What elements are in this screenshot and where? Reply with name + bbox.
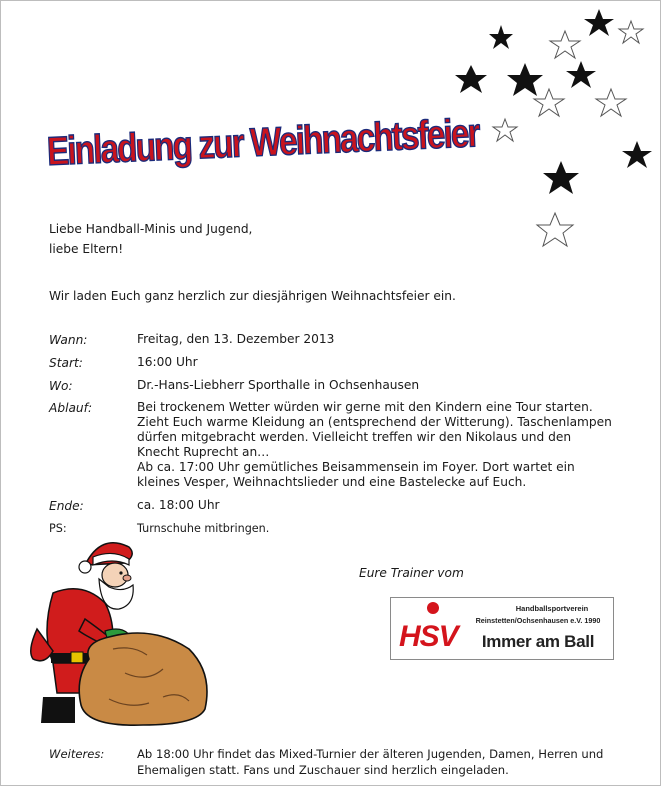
weiteres-text bbox=[137, 746, 637, 778]
ps-value: Turnschuhe mitbringen. bbox=[137, 522, 270, 535]
ablauf-label: Ablauf: bbox=[49, 401, 93, 415]
santa-illustration bbox=[13, 533, 213, 733]
club-name: Handballsportverein bbox=[515, 604, 589, 613]
wann-label: Wann: bbox=[49, 333, 88, 347]
title-text: Einladung zur Weihnachtsfeier bbox=[46, 107, 568, 174]
ablauf-line: Knecht Ruprecht an… bbox=[137, 445, 270, 459]
greeting-line2: liebe Eltern! bbox=[49, 242, 124, 256]
wann-value: Freitag, den 13. Dezember 2013 bbox=[137, 332, 335, 346]
ende-label: Ende: bbox=[49, 499, 84, 513]
wo-value: Dr.-Hans-Liebherr Sporthalle in Ochsenhausen bbox=[137, 378, 420, 392]
stars-decoration bbox=[441, 1, 661, 261]
club-place: Reinstetten/Ochsenhausen e.V. 1990 bbox=[475, 616, 601, 625]
intro-text: Wir laden Euch ganz herzlich zur diesjährigen Weihnachtsfeier ein. bbox=[49, 289, 456, 303]
signature: Eure Trainer vom bbox=[359, 566, 464, 580]
ablauf-line: Zieht Euch warme Kleidung an (entsprechend der Witterung). Taschenlampen bbox=[137, 415, 612, 429]
ablauf-line: Ab ca. 17:00 Uhr gemütliches Beisammensein im Foyer. Dort wartet ein bbox=[137, 460, 575, 474]
ps-label: PS: bbox=[49, 522, 67, 535]
weiteres-label: Weiteres: bbox=[49, 747, 105, 761]
greeting bbox=[49, 221, 252, 257]
weiteres-line: Ehemaligen statt. Fans und Zuschauer sind herzlich eingeladen. bbox=[137, 763, 509, 777]
weiteres-line: Ab 18:00 Uhr findet das Mixed-Turnier der älteren Jugenden, Damen, Herren und bbox=[137, 747, 604, 761]
logo-mark: HSV bbox=[399, 620, 458, 653]
wo-label: Wo: bbox=[49, 379, 73, 393]
club-slogan: Immer am Ball bbox=[481, 632, 595, 651]
ende-value: ca. 18:00 Uhr bbox=[137, 498, 220, 512]
santa-icon bbox=[31, 543, 207, 725]
ablauf-line: Bei trockenem Wetter würden wir gerne mit den Kindern eine Tour starten. bbox=[137, 400, 593, 414]
star-outline-icon bbox=[493, 21, 643, 246]
ablauf-line: kleines Vesper, Weihnachtslieder und eine Bastelecke auf Euch. bbox=[137, 475, 527, 489]
start-label: Start: bbox=[49, 356, 83, 370]
club-logo bbox=[390, 597, 614, 660]
start-value: 16:00 Uhr bbox=[137, 355, 198, 369]
page-title bbox=[45, 98, 568, 187]
greeting-line1: Liebe Handball-Minis und Jugend, bbox=[49, 222, 253, 236]
ablauf-line: dürfen mitgebracht werden. Vielleicht treffen wir den Nikolaus und den bbox=[137, 430, 572, 444]
ablauf-text bbox=[137, 400, 637, 490]
